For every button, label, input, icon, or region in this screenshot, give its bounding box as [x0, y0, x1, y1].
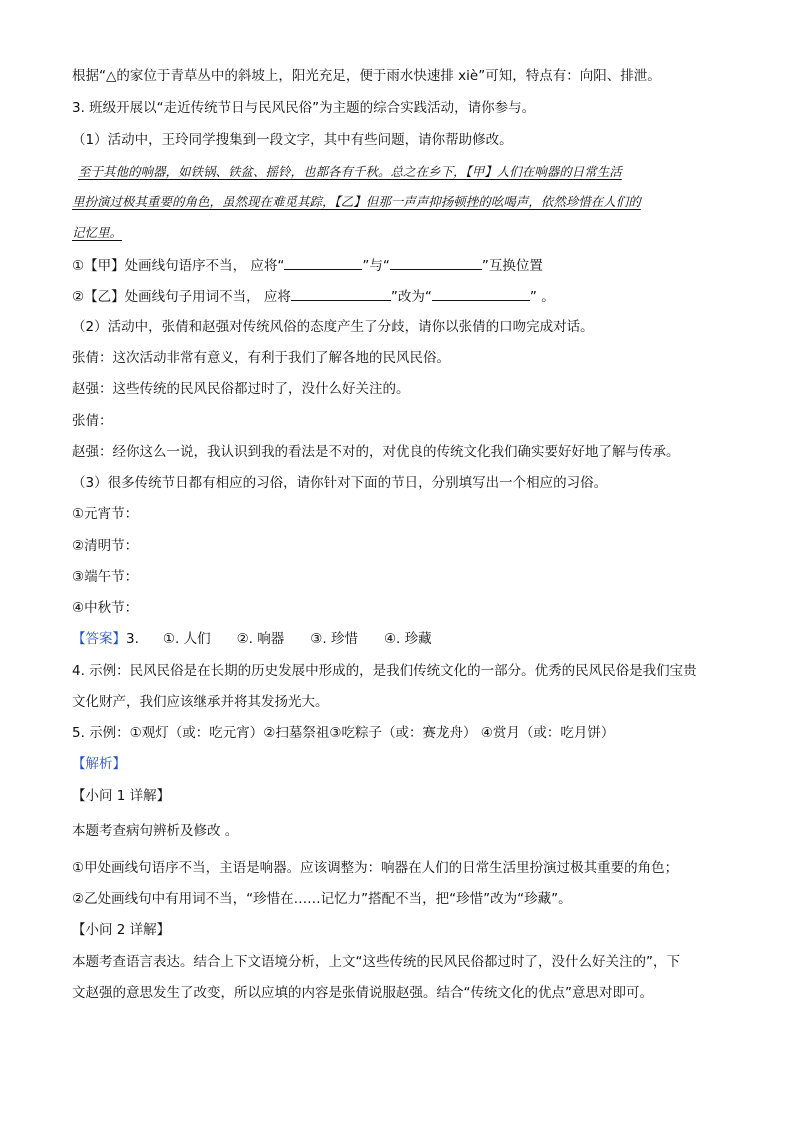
answer-option: ③. 珍惜: [310, 631, 358, 647]
dialogue-line: 赵强：这些传统的民风民俗都过时了，没什么好关注的。: [72, 381, 410, 397]
answer-blank[interactable]: [291, 286, 391, 301]
question-3-heading: 3. 班级开展以“走近传统节日与民风民俗”为主题的综合实践活动，请你参与。: [72, 100, 536, 116]
fill-in-item-2: [72, 286, 722, 307]
sub-question-1: （1）活动中，王玲同学搜集到一段文字，其中有些问题，请你帮助修改。: [72, 132, 513, 148]
sub-question-2: （2）活动中，张倩和赵强对传统风俗的态度产生了分歧，请你以张倩的口吻完成对话。: [72, 319, 594, 335]
fill-in-text: ”互换位置: [481, 258, 543, 274]
analysis-text: 本题考查语言表达。结合上下文语境分析，上文“这些传统的民风民俗都过时了，没什么好关注的”，下: [72, 954, 680, 970]
text-line: 根据“△的家位于青草丛中的斜坡上，阳光充足，便于雨水快速排 xiè”可知，特点有：向阳、排泄。: [72, 68, 661, 84]
analysis-text: 本题考查病句辨析及修改 。: [72, 823, 239, 839]
analysis-text: 文赵强的意思发生了改变，所以应填的内容是张倩说服赵强。结合“传统文化的优点”意思对即可。: [72, 985, 653, 1001]
answer-label: 【答案】: [72, 631, 126, 647]
festival-item: ②清明节：: [72, 538, 139, 554]
fill-in-text: ①【甲】处画线句语序不当， 应将“: [72, 258, 285, 274]
sub-question-heading: 【小问 1 详解】: [72, 788, 171, 804]
answer-line: [72, 629, 722, 649]
answer-4-line: 4. 示例：民风民俗是在长期的历史发展中形成的，是我们传统文化的一部分。优秀的民风民俗是我们宝贵: [72, 663, 697, 679]
sub-question-heading: 【小问 2 详解】: [72, 922, 171, 938]
answer-option: ④. 珍藏: [383, 631, 432, 647]
fill-in-text: ②【乙】处画线句子用词不当， 应将: [72, 289, 291, 305]
dialogue-line: 张倩：这次活动非常有意义，有利于我们了解各地的民风民俗。: [72, 350, 450, 366]
answer-5-line: 5. 示例：①观灯（或：吃元宵）②扫墓祭祖③吃粽子（或：赛龙舟） ④赏月（或：吃月饼）: [72, 725, 615, 741]
passage-line: 里扮演过极其重要的角色，虽然现在难觅其踪，【乙】但那一声声抑扬顿挫的吆喝声，依然珍惜在人们的: [72, 194, 641, 209]
analysis-text: ②乙处画线句中有用词不当，“珍惜在……记忆力”搭配不当，把“珍惜”改为“珍藏”。: [72, 891, 572, 907]
answer-blank[interactable]: [390, 255, 482, 270]
answer-blank[interactable]: [284, 255, 362, 270]
answer-option: ①. 人们: [162, 631, 211, 647]
fill-in-text: ” 。: [529, 289, 555, 305]
sub-question-3: （3）很多传统节日都有相应的习俗，请你针对下面的节日，分别填写出一个相应的习俗。: [72, 475, 608, 491]
festival-item: ①元宵节：: [72, 506, 139, 522]
answer-4-line: 文化财产，我们应该继承并将其发扬光大。: [72, 694, 329, 710]
dialogue-line: 张倩：: [72, 413, 113, 429]
answer-blank[interactable]: [432, 286, 530, 301]
passage-line: 记忆里。: [72, 225, 123, 240]
fill-in-text: ”与“: [362, 258, 390, 274]
analysis-label: 【解析】: [72, 756, 126, 772]
fill-in-text: ”改为“: [390, 289, 432, 305]
answer-number: 3.: [126, 631, 139, 647]
festival-item: ④中秋节：: [72, 600, 139, 616]
fill-in-item-1: [72, 255, 722, 276]
analysis-text: ①甲处画线句语序不当，主语是响器。应该调整为：响器在人们的日常生活里扮演过极其重要的角色；: [72, 860, 679, 876]
passage-line: 至于其他的响器，如铁锅、铁盆、摇铃，也都各有千秋。总之在乡下，【甲】人们在响器的日常生活: [78, 164, 622, 179]
answer-option: ②. 响器: [236, 631, 285, 647]
festival-item: ③端午节：: [72, 569, 139, 585]
dialogue-line: 赵强：经你这么一说，我认识到我的看法是不对的，对优良的传统文化我们确实要好好地了解与传承。: [72, 444, 680, 460]
